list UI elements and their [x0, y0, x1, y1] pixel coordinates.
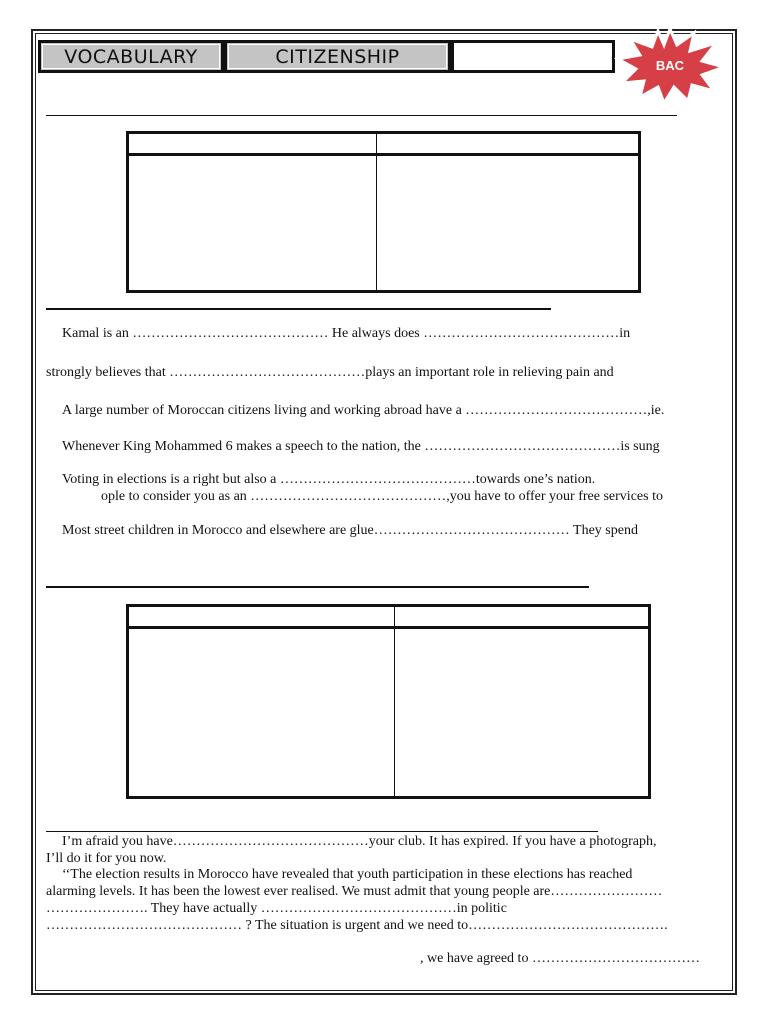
section2-line-1: I’m afraid you have……………………………………your club. It has expired. If you have a photograph,	[62, 834, 657, 849]
header-citizenship-label: CITIZENSHIP	[275, 45, 400, 68]
bac-badge-label: BAC	[655, 58, 685, 73]
section2-line-5: …………………. They have actually ……………………………………in politic	[46, 901, 507, 916]
section1-line-2: strongly believes that ……………………………………plays an important role in relieving pain and	[46, 365, 614, 380]
section1-title-rule	[46, 115, 677, 116]
bac-starburst-icon	[614, 25, 726, 105]
section2-line-2: I’ll do it for you now.	[46, 851, 167, 866]
section2-title-rule	[46, 586, 589, 588]
section1-line-4: Whenever King Mohammed 6 makes a speech to the nation, the ……………………………………is sung	[62, 439, 660, 454]
header-vocabulary-box	[38, 40, 224, 73]
section1-line-3: A large number of Moroccan citizens living and working abroad have a …………………………………,ie.	[62, 403, 665, 418]
header-citizenship-box	[224, 40, 451, 73]
header-blank-box	[451, 40, 615, 73]
section2-line-4: alarming levels. It has been the lowest ever realised. We must admit that young people are……………………	[46, 884, 663, 899]
section2-table-column-divider	[394, 607, 395, 796]
section1-table-header-row	[129, 134, 638, 156]
section2-table	[126, 604, 651, 799]
section1-line-6: ople to consider you as an ……………………………………,you have to offer your free services to	[101, 489, 663, 504]
section1-line-5: Voting in elections is a right but also a ……………………………………towards one’s nation.	[62, 472, 596, 487]
section1-table-column-divider	[376, 134, 377, 290]
section1-exercise-rule	[46, 308, 551, 310]
section2-exercise-rule	[46, 831, 598, 832]
section2-line-3: ‘‘The election results in Morocco have revealed that youth participation in these elections has reached	[62, 867, 633, 882]
section1-table	[126, 131, 641, 293]
header-vocabulary-label: VOCABULARY	[64, 45, 198, 68]
section2-table-header-row	[129, 607, 648, 629]
section1-line-7: Most street children in Morocco and elsewhere are glue…………………………………… They spend	[62, 523, 638, 538]
section2-line-7: , we have agreed to ………………………………	[420, 951, 700, 966]
section2-line-6: …………………………………… ? The situation is urgent and we need to…………………………………….	[46, 918, 668, 933]
section1-line-1: Kamal is an …………………………………… He always does ……………………………………in	[62, 326, 631, 341]
